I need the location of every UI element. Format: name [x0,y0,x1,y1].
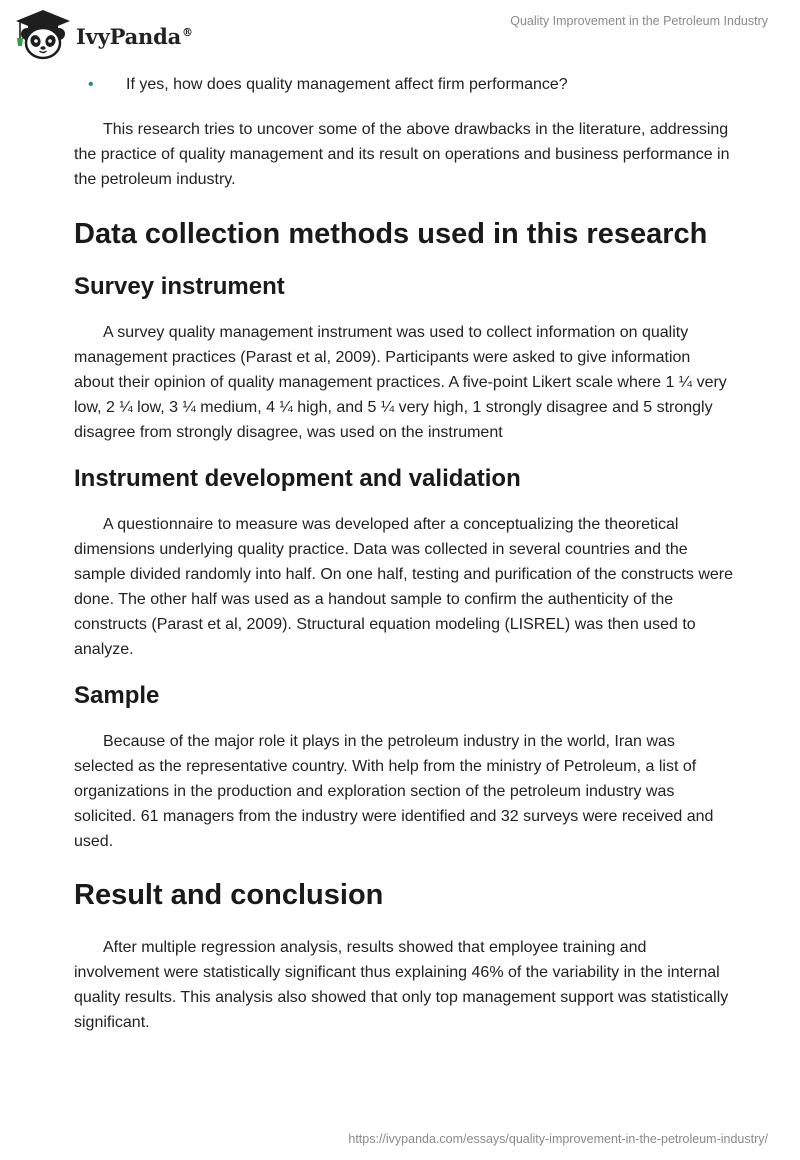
survey-instrument-paragraph: A survey quality management instrument was used to collect information on quality management practices (Parast et al, 2009). Participants were asked to give information about their opinion of quality management practices. A five-point Likert scale where 1 ¼ very low, 2 ¼ low, 3 ¼ medium, 4 ¼ high, and 5 ¼ very high, 1 strongly disagree and 5 strongly disagree from strongly disagree, was used on the instrument [74,324,727,441]
source-url[interactable]: https://ivypanda.com/essays/quality-improvement-in-the-petroleum-industry/ [348,1132,768,1146]
result-conclusion-heading: Result and conclusion [74,879,384,911]
sample-paragraph: Because of the major role it plays in the petroleum industry in the world, Iran was selected as the representative country. With help from the ministry of Petroleum, a list of organizations in the production and exploration section of the petroleum industry was solicited. 61 managers from the industry were identified and 32 surveys were received and used. [74,733,714,850]
panda-graduate-icon [14,8,72,60]
survey-instrument-heading: Survey instrument [74,273,285,300]
article-content [74,72,734,1035]
result-paragraph: After multiple regression analysis, results showed that employee training and involvement were statistically significant thus explaining 46% of the variability in the internal quality results. This analysis also showed that only top management support was statistically significant. [74,939,729,1031]
ivypanda-logo[interactable] [14,8,193,60]
instrument-development-paragraph: A questionnaire to measure was developed after a conceptualizing the theoretical dimensions underlying quality practice. Data was collected in several countries and the sample divided randomly into half. On one half, testing and purification of the constructs were done. The other half was used as a handout sample to confirm the authenticity of the constructs (Parast et al, 2009). Structural equation modeling (LISREL) was then used to analyze. [74,516,734,658]
document-title: Quality Improvement in the Petroleum Industry [510,14,768,28]
list-item [74,72,734,97]
list-item-text: If yes, how does quality management affect firm performance? [126,76,568,93]
logo-wordmark: IvyPanda® [76,23,193,49]
data-collection-heading: Data collection methods used in this research [74,218,708,250]
instrument-development-heading: Instrument development and validation [74,465,521,492]
sample-heading: Sample [74,682,160,709]
page-header [0,0,800,64]
intro-paragraph: This research tries to uncover some of the above drawbacks in the literature, addressing the practice of quality management and its result on operations and business performance in the petroleum industry. [74,121,730,188]
question-list [74,72,734,97]
bullet-icon: • [88,76,94,93]
